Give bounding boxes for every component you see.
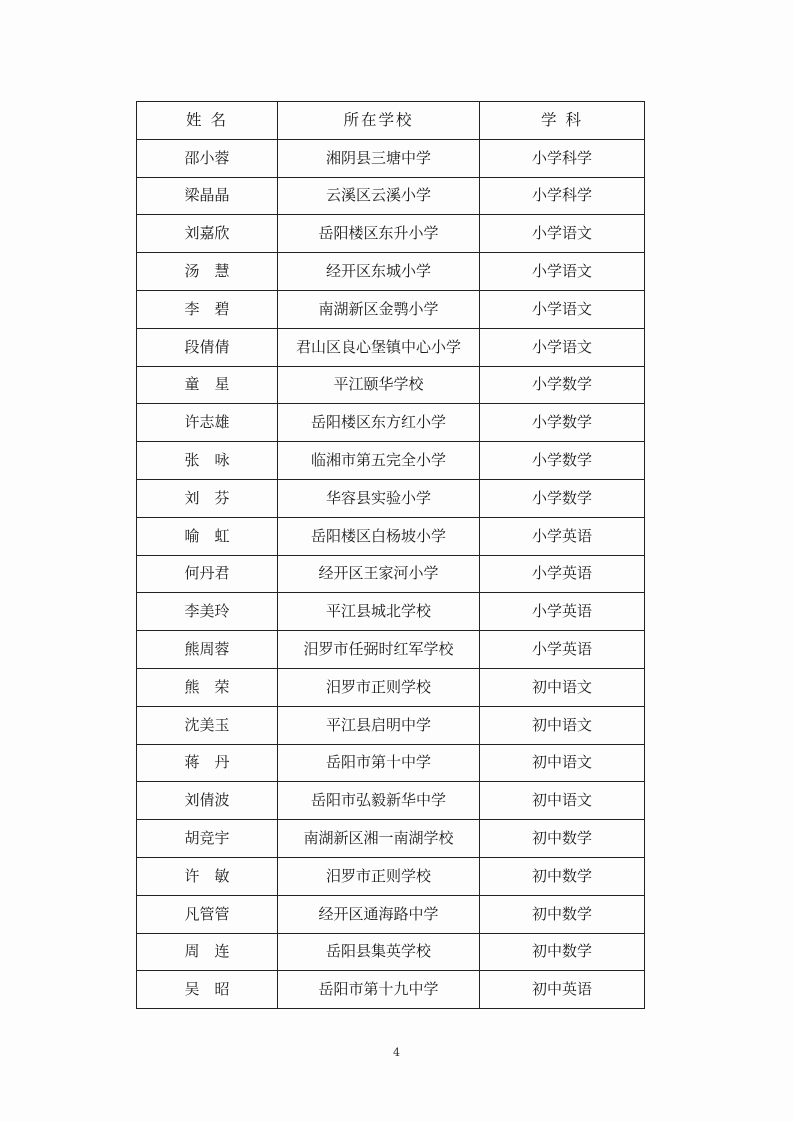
table-row (137, 631, 645, 669)
cell-school: 岳阳楼区东升小学 (278, 215, 480, 253)
cell-school: 岳阳楼区东方红小学 (278, 404, 480, 442)
cell-name: 李美玲 (137, 593, 278, 631)
cell-name: 李 碧 (137, 290, 278, 328)
cell-name: 熊周蓉 (137, 631, 278, 669)
cell-school: 经开区东城小学 (278, 253, 480, 291)
cell-school: 汨罗市正则学校 (278, 857, 480, 895)
table-row (137, 366, 645, 404)
cell-name: 童 星 (137, 366, 278, 404)
table-row (137, 253, 645, 291)
cell-school: 岳阳市第十九中学 (278, 971, 480, 1009)
table-header-row (137, 102, 645, 140)
table-body (137, 139, 645, 1008)
cell-name: 许 敏 (137, 857, 278, 895)
table-row (137, 139, 645, 177)
header-name: 姓 名 (137, 102, 278, 140)
cell-school: 岳阳市弘毅新华中学 (278, 782, 480, 820)
cell-subject: 初中数学 (480, 895, 645, 933)
table-row (137, 215, 645, 253)
table-row (137, 668, 645, 706)
cell-subject: 初中数学 (480, 933, 645, 971)
table-row (137, 442, 645, 480)
cell-subject: 小学数学 (480, 366, 645, 404)
cell-school: 经开区王家河小学 (278, 555, 480, 593)
table-row (137, 782, 645, 820)
cell-subject: 小学英语 (480, 631, 645, 669)
cell-subject: 小学语文 (480, 215, 645, 253)
cell-subject: 小学数学 (480, 404, 645, 442)
cell-subject: 小学英语 (480, 593, 645, 631)
cell-name: 喻 虹 (137, 517, 278, 555)
cell-school: 临湘市第五完全小学 (278, 442, 480, 480)
cell-subject: 初中数学 (480, 857, 645, 895)
cell-name: 刘嘉欣 (137, 215, 278, 253)
cell-subject: 小学英语 (480, 517, 645, 555)
table-row (137, 517, 645, 555)
cell-school: 平江县城北学校 (278, 593, 480, 631)
table-row (137, 328, 645, 366)
table-row (137, 593, 645, 631)
cell-school: 经开区通海路中学 (278, 895, 480, 933)
cell-school: 平江颐华学校 (278, 366, 480, 404)
cell-subject: 小学数学 (480, 442, 645, 480)
table-row (137, 857, 645, 895)
cell-subject: 初中数学 (480, 820, 645, 858)
table-row (137, 479, 645, 517)
teacher-roster-table (136, 101, 645, 1009)
cell-name: 刘 芬 (137, 479, 278, 517)
table-row (137, 290, 645, 328)
table-row (137, 706, 645, 744)
cell-school: 云溪区云溪小学 (278, 177, 480, 215)
cell-subject: 初中语文 (480, 782, 645, 820)
cell-subject: 初中英语 (480, 971, 645, 1009)
cell-subject: 初中语文 (480, 744, 645, 782)
header-subject: 学 科 (480, 102, 645, 140)
page-number: 4 (393, 1046, 400, 1059)
table-row (137, 555, 645, 593)
cell-school: 岳阳楼区白杨坡小学 (278, 517, 480, 555)
cell-school: 平江县启明中学 (278, 706, 480, 744)
table-row (137, 820, 645, 858)
cell-subject: 初中语文 (480, 706, 645, 744)
cell-name: 周 连 (137, 933, 278, 971)
cell-name: 熊 荣 (137, 668, 278, 706)
cell-school: 汨罗市正则学校 (278, 668, 480, 706)
header-school: 所在学校 (278, 102, 480, 140)
cell-school: 岳阳县集英学校 (278, 933, 480, 971)
cell-subject: 小学数学 (480, 479, 645, 517)
cell-subject: 小学科学 (480, 177, 645, 215)
cell-name: 吴 昭 (137, 971, 278, 1009)
table-row (137, 971, 645, 1009)
cell-school: 华容县实验小学 (278, 479, 480, 517)
cell-name: 沈美玉 (137, 706, 278, 744)
cell-subject: 小学语文 (480, 253, 645, 291)
cell-subject: 初中语文 (480, 668, 645, 706)
cell-name: 邵小蓉 (137, 139, 278, 177)
table-row (137, 744, 645, 782)
cell-subject: 小学科学 (480, 139, 645, 177)
cell-school: 君山区良心堡镇中心小学 (278, 328, 480, 366)
cell-name: 汤 慧 (137, 253, 278, 291)
cell-subject: 小学语文 (480, 328, 645, 366)
cell-subject: 小学语文 (480, 290, 645, 328)
cell-name: 许志雄 (137, 404, 278, 442)
cell-school: 岳阳市第十中学 (278, 744, 480, 782)
cell-name: 胡竞宇 (137, 820, 278, 858)
cell-subject: 小学英语 (480, 555, 645, 593)
cell-school: 湘阴县三塘中学 (278, 139, 480, 177)
table-row (137, 933, 645, 971)
cell-name: 蒋 丹 (137, 744, 278, 782)
cell-school: 汨罗市任弼时红军学校 (278, 631, 480, 669)
cell-school: 南湖新区湘一南湖学校 (278, 820, 480, 858)
cell-name: 张 咏 (137, 442, 278, 480)
cell-school: 南湖新区金鹗小学 (278, 290, 480, 328)
table-row (137, 895, 645, 933)
cell-name: 段倩倩 (137, 328, 278, 366)
table-row (137, 177, 645, 215)
cell-name: 何丹君 (137, 555, 278, 593)
cell-name: 梁晶晶 (137, 177, 278, 215)
table-row (137, 404, 645, 442)
cell-name: 凡管管 (137, 895, 278, 933)
cell-name: 刘倩波 (137, 782, 278, 820)
